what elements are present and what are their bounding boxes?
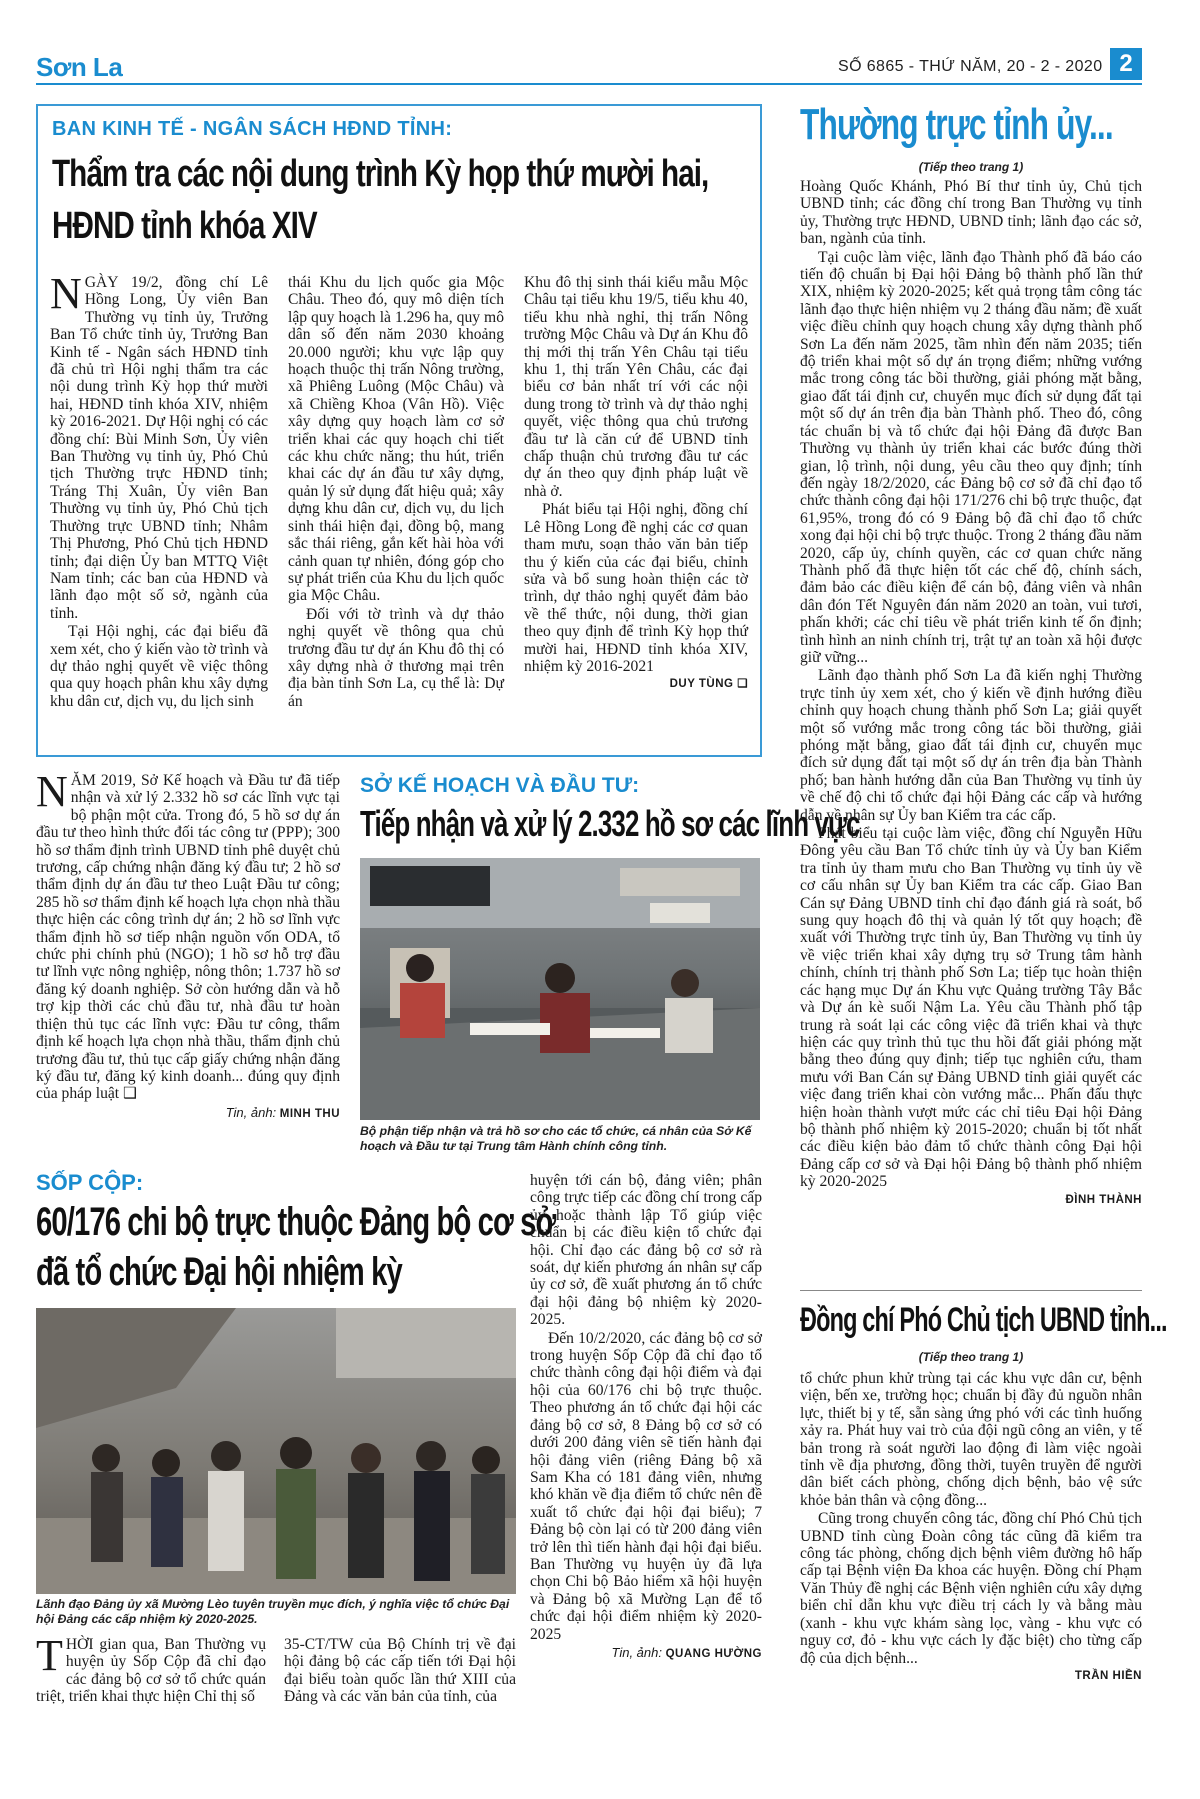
article4-p3: Lãnh đạo thành phố Sơn La đã kiến nghị Thường trực tỉnh ủy xem xét, cho ý kiến về định hướng điều chỉnh quy hoạch chung thành phố Sơn La; giải quyết một số vướng mắc trong công tác bồi thường, giải phóng mặt bằng, giao đất tái định cư, chuyển mục đích sử dụng đất tại một số dự án trên địa bàn Thành phố; ban hành hướng dẫn của Ban Thường vụ tỉnh ủy về chế độ chi tổ chức đại hội Đảng các cấp và hướng dẫn về nhân sự Ủy ban Kiểm tra các cấp. — [800, 667, 1142, 824]
article1-col3-p2: Phát biểu tại Hội nghị, đồng chí Lê Hồng Long đề nghị các cơ quan tham mưu, soạn thảo văn bản tiếp thu ý kiến của các đại biểu, chỉnh sửa và bổ sung hoàn thiện các tờ trình, dự thảo nghị quyết đảm bảo về thể thức, nội dung, thời gian theo quy định để trình Kỳ họp thứ mười hai, HĐND tỉnh khóa XIV, nhiệm kỳ 2016-2021 — [524, 501, 748, 675]
article1-byline: DUY TÙNG — [669, 678, 734, 691]
article2-body — [36, 767, 340, 1123]
article3-byline: QUANG HƯỜNG — [665, 1647, 762, 1660]
page-number: 2 — [1110, 48, 1142, 80]
end-mark: ❑ — [737, 678, 748, 691]
page-header — [0, 0, 1200, 86]
office-photo-caption: Bộ phận tiếp nhận và trả hồ sơ cho các tổ chức, cá nhân của Sở Kế hoạch và Đầu tư tại Trung tâm Hành chính công tỉnh. — [360, 1124, 752, 1153]
issue-date: SỐ 6865 - THỨ NĂM, 20 - 2 - 2020 — [838, 58, 1103, 75]
article3-byline-prefix: Tin, ảnh: — [611, 1644, 666, 1660]
article3-kicker: SỐP CỘP: — [36, 1170, 144, 1195]
article1-col1 — [50, 269, 268, 711]
article4-p1: Hoàng Quốc Khánh, Phó Bí thư tỉnh ủy, Chủ tịch UBND tỉnh; các đồng chí trong Ban Thường vụ tỉnh ủy, Thường trực HĐND, UBND tỉnh; lãnh đạo các sở, ban, ngành của tỉnh. — [800, 178, 1142, 248]
article3-col3-p1: huyện tới cán bộ, đảng viên; phân công trực tiếp các đồng chí trong cấp ủy hoặc thành lập Tổ giúp việc chuẩn bị các điều kiện tổ chức đại hội. Chỉ đạo các đảng bộ cơ sở rà soát, dự kiến phương án nhân sự cấp ủy cơ sở, đề xuất phương án tổ chức đại hội đảng bộ nhiệm kỳ 2020-2025. — [530, 1172, 762, 1329]
header-rule — [36, 83, 1142, 85]
article3-headline-line1: 60/176 chi bộ trực thuộc Đảng bộ cơ sở — [36, 1200, 556, 1244]
article3-col2-text: 35-CT/TW của Bộ Chính trị về đại hội đảng bộ các cấp tiến tới Đại hội đại biểu toàn quốc lần thứ XIII của Đảng và các văn bản của tỉnh, của — [284, 1636, 516, 1706]
article3-col3-p2: Đến 10/2/2020, các đảng bộ cơ sở trong huyện Sốp Cộp đã chỉ đạo tổ chức thành công đại hội điểm và đại hội của 60/176 chi bộ trực thuộc. Theo phương án tổ chức đại hội các đảng bộ cơ sở, 8 Đảng bộ cơ sở có dưới 200 đảng viên sẽ tiến hành đại hội đảng viên (riêng Đảng bộ xã Sam Kha có 181 đảng viên, nhưng khó khăn về địa điểm tổ chức nên đề xuất tổ chức đại hội đại biểu); 7 Đảng bộ còn lại có từ 200 đảng viên trở lên thì tiến hành đại hội đại biểu. Ban Thường vụ huyện ủy đã lựa chọn Chi bộ Bảo hiểm xã hội huyện và Đảng bộ xã Mường Lạn để tổ chức đại hội điểm nhiệm kỳ 2020-2025 — [530, 1329, 762, 1643]
article1-col2-p1: thái Khu du lịch quốc gia Mộc Châu. Theo đó, quy mô diện tích lập quy hoạch là 1.296 ha, quy mô dân số đến năm 2030 khoảng 20.000 người; khu vực lập quy hoạch thuộc thị trấn Nông trường, xã Phiêng Luông (Mộc Châu) và xã Chiềng Khoa (Vân Hồ). Việc xây dựng quy hoạch làm cơ sở triển khai các quy hoạch chi tiết các khu chức năng; thu hút, triển khai các dự án đầu tư xây dựng, quản lý sử dụng đất hiệu quả; xây dựng khu dân cư, dịch vụ, du lịch sinh thái hiện đại, đồng bộ, mang sắc thái riêng, gắn kết hài hòa với cảnh quan tự nhiên, đóng góp cho sự phát triển của Khu du lịch quốc gia Mộc Châu. — [288, 274, 504, 605]
article1-headline-line2: HĐND tỉnh khóa XIV — [52, 205, 317, 247]
article5-body — [800, 1370, 1142, 1685]
article1-dropcap: N — [50, 269, 82, 318]
article4-p4: Phát biểu tại cuộc làm việc, đồng chí Nguyễn Hữu Đông yêu cầu Ban Tổ chức tỉnh ủy và Ủy ban Kiểm tra tỉnh ủy tham mưu cho Ban Thường vụ tỉnh ủy về cơ cấu nhân sự Ủy ban Kiểm tra các cấp. Giao Ban Cán sự Đảng UBND tỉnh chỉ đạo đánh giá rà soát, bổ sung quy hoạch đô thị và quản lý tốt quy hoạch; đề xuất với Thường trực tỉnh ủy, Ban Thường vụ tỉnh ủy về việc triển khai xây dựng trụ sở Trung tâm hành chính, chính trị thành phố Sơn La; tiếp tục hoàn thiện các hạng mục Dự án Khu vực Quảng trường Tây Bắc và Dự án kè suối Nậm La. Yêu cầu Thành phố tập trung rà soát lại các công việc đã triển khai và thực hiện các quy trình thủ tục thu hồi đất giải phóng mặt bằng theo đúng quy định; tiếp tục nghiên cứu, tham mưu với Ban Cán sự Đảng UBND tỉnh giải quyết các việc đang triển khai còn vướng mắc... Phấn đấu thực hiện hoàn thành vượt mức các chỉ tiêu Đại hội Đảng bộ thành phố nhiệm kỳ 2015-2020; chuẩn bị tốt nhất các điều kiện bảo đảm tổ chức thành công Đại hội Đảng cấp cơ sở và Đại hội Đảng bộ thành phố nhiệm kỳ 2020-2025 — [800, 825, 1142, 1191]
article2-headline: Tiếp nhận và xử lý 2.332 hồ sơ các lĩnh vực — [360, 803, 860, 844]
article4-byline: ĐÌNH THÀNH — [1065, 1193, 1142, 1206]
article2-body-text: ĂM 2019, Sở Kế hoạch và Đầu tư đã tiếp nhận và xử lý 2.332 hồ sơ các lĩnh vực tại bộ phận một cửa. Trong đó, 5 hồ sơ dự án đầu tư theo hình thức đối tác công tư (PPP); 300 hồ sơ thẩm định trình UBND tỉnh phê duyệt chủ trương, cấp chứng nhận đăng ký đầu tư; 2 hồ sơ thẩm định dự án đầu tư theo Luật Đầu tư công; 285 hồ sơ thẩm định kế hoạch lựa chọn nhà thầu thực hiện các công trình dự án; 2 hồ sơ lĩnh vực thẩm định hồ sơ tiếp nhận nguồn vốn ODA, tổ chức phi chính phủ (NGO); 1 hồ sơ hỗ trợ đầu tư lĩnh vực nông nghiệp, nông thôn; 1.737 hồ sơ đăng ký doanh nghiệp. Sở còn hướng dẫn và hỗ trợ kịp thời các chủ đầu tư, nhà đầu tư hoàn thiện thủ tục các lĩnh vực: Đầu tư công, thẩm định kế hoạch lựa chọn nhà thầu, thẩm định chủ trương đầu tư, thủ tục cấp giấy chứng nhận đăng ký đầu tư, đăng ký kinh doanh... đúng quy định của pháp luật — [36, 772, 340, 1103]
article-box-budget — [36, 104, 762, 757]
office-photo-illustration — [360, 858, 760, 1120]
office-photo — [360, 858, 760, 1120]
article3-col1 — [36, 1631, 266, 1707]
article5-continued: (Tiếp theo trang 1) — [918, 1350, 1024, 1364]
article1-col1-p1: GÀY 19/2, đồng chí Lê Hồng Long, Ủy viên Ban Thường vụ tỉnh ủy, Trưởng Ban Tổ chức tỉnh ủy, Trưởng Ban Kinh tế - Ngân sách HĐND tỉnh đã chủ trì Hội nghị thẩm tra các nội dung trình Kỳ họp thứ mười hai, HĐND tỉnh khóa XIV, nhiệm kỳ 2016-2021. Dự Hội nghị có các đồng chí: Bùi Minh Sơn, Ủy viên Ban Thường vụ tỉnh ủy, Phó Chủ tịch Thường trực HĐND tỉnh; Tráng Thị Xuân, Ủy viên Ban Thường vụ tỉnh ủy, Phó Chủ tịch Thường trực UBND tỉnh; Nhâm Thị Phương, Phó Chủ tịch HĐND tỉnh; đại diện Ủy ban MTTQ Việt Nam tỉnh; các ban của HĐND và lãnh đạo một số sở, ngành của tỉnh. — [50, 274, 268, 622]
article2-kicker: SỞ KẾ HOẠCH VÀ ĐẦU TƯ: — [360, 774, 640, 797]
article5-headline: Đồng chí Phó Chủ tịch UBND tỉnh... — [800, 1301, 1167, 1339]
article2-byline-prefix: Tin, ảnh: — [225, 1104, 280, 1120]
article3-col1-text: HỜI gian qua, Ban Thường vụ huyện ủy Sốp Cộp đã chỉ đạo các đảng bộ cơ sở tổ chức quán triệt, triển khai thực hiện Chỉ thị số — [36, 1636, 266, 1706]
end-mark: ❑ — [123, 1085, 138, 1103]
article3-col3 — [530, 1172, 762, 1663]
article3-col2 — [284, 1636, 516, 1707]
meeting-photo-illustration — [36, 1308, 516, 1594]
article1-col3-p1: Khu đô thị sinh thái kiểu mẫu Mộc Châu tại tiểu khu 19/5, tiểu khu 40, tiểu khu nhà nghỉ, thị trấn Nông trường Mộc Châu và Dự án Khu đô thị mới thị trấn Yên Châu tại tiểu khu 1, thị trấn Yên Châu, các đại biểu cơ bản nhất trí với các nội dung trong tờ trình và dự thảo nghị quyết, việc thông qua chủ trương đầu tư là căn cứ để UBND tỉnh chấp thuận chủ trương đầu tư các dự án theo quy định pháp luật về nhà ở. — [524, 274, 748, 500]
article4-p2: Tại cuộc làm việc, lãnh đạo Thành phố đã báo cáo tiến độ chuẩn bị Đại hội Đảng bộ thành phố lần thứ XIX, nhiệm kỳ 2020-2025; kết quả trọng tâm công tác lãnh đạo thực hiện nhiệm vụ 2 tháng đầu năm; đề xuất việc điều chỉnh quy hoạch chung xây dựng thành phố Sơn La đến năm 2025, tầm nhìn đến năm 2035; tiến độ triển khai một số dự án trọng điểm; những vướng mắc trong công tác bồi thường, giải phóng mặt bằng, giao đất tái định cư, chuyển mục đích sử dụng đất tại một số dự án trên địa bàn Thành phố. Theo đó, công tác chuẩn bị và tổ chức đại hội Đảng đã được Ban Thường vụ thành ủy triển khai các bước đúng thời gian, lộ trình, nội dung, yêu cầu theo quy định; tính đến ngày 18/2/2020, các Đảng bộ cơ sở đã chỉ đạo tổ chức thành công đại hội 171/276 chi bộ trực thuộc, đạt 61,95%, trong đó có 9 Đảng bộ đã chỉ đạo tổ chức xong đại hội chi bộ trực thuộc. Trong 2 tháng đầu năm 2020, cấp ủy, chính quyền, các cơ quan chức năng Thành phố đã thực hiện tốt các chế độ, chính sách, đảm bảo các điều kiện để cán bộ, đảng viên và nhân dân đón Tết Nguyên đán năm 2020 an toàn, vui tươi, phấn khởi; các chỉ tiêu về phát triển kinh tế ổn định; tình hình an ninh chính trị, trật tự an toàn xã hội được giữ vững... — [800, 248, 1142, 666]
article4-continued: (Tiếp theo trang 1) — [918, 160, 1024, 174]
article5-byline: TRẦN HIỀN — [1074, 1669, 1142, 1682]
article3-dropcap: T — [36, 1631, 63, 1680]
article1-headline-line1: Thẩm tra các nội dung trình Kỳ họp thứ mười hai, — [52, 153, 709, 195]
article1-col2 — [288, 274, 504, 711]
article1-col2-p2: Đối với tờ trình và dự thảo nghị quyết về thông qua chủ trương đầu tư dự án Khu đô thị có xây dựng nhà ở thương mại trên địa bàn tỉnh Sơn La, cụ thể là: Dự án — [288, 605, 504, 710]
article2-dropcap: N — [36, 767, 68, 816]
article4-headline: Thường trực tỉnh ủy... — [800, 100, 1113, 149]
article1-col3 — [524, 274, 748, 694]
article1-kicker: BAN KINH TẾ - NGÂN SÁCH HĐND TỈNH: — [52, 118, 453, 140]
article5-rule — [800, 1290, 1142, 1291]
article2-byline: MINH THU — [279, 1107, 340, 1120]
article3-headline-line2: đã tổ chức Đại hội nhiệm kỳ — [36, 1250, 402, 1294]
meeting-photo — [36, 1308, 516, 1594]
meeting-photo-caption: Lãnh đạo Đảng ủy xã Mường Lèo tuyên truyền mục đích, ý nghĩa việc tổ chức Đại hội Đảng các cấp nhiệm kỳ 2020-2025. — [36, 1597, 510, 1626]
article5-p2: Cũng trong chuyến công tác, đồng chí Phó Chủ tịch UBND tỉnh cùng Đoàn công tác cũng đã kiểm tra công tác phòng, chống dịch bệnh viêm đường hô hấp cấp tại Bệnh viện Đa khoa các huyện. Đồng chí Phạm Văn Thủy đề nghị các Bệnh viện nghiên cứu xây dựng biển chỉ dẫn khu vực điều trị cách ly và bằng màu (xanh - khu vực khám sàng lọc, vàng - khu vực có nguy cơ, đỏ - khu vực cách ly đặc biệt) cho từng cấp độ của dịch bệnh... — [800, 1510, 1142, 1667]
article1-col1-p2: Tại Hội nghị, các đại biểu đã xem xét, cho ý kiến vào tờ trình và dự thảo nghị quyết về việc thông qua quy hoạch phân khu xây dựng khu dân cư, dịch vụ, du lịch sinh — [50, 623, 268, 710]
article5-p1: tổ chức phun khử trùng tại các khu vực dân cư, bệnh viện, bến xe, trường học; chuẩn bị đầy đủ nguồn nhân lực, thiết bị y tế, sẵn sàng ứng phó với các tình huống xảy ra. Phát huy vai trò của đội ngũ công an viên, y tế bản trong rà soát người lao động đi làm việc ngoài tỉnh về địa phương, đồng thời, tuyên truyền để người dân biết cách phòng, chống dịch bệnh, bảo vệ sức khỏe bản thân và cộng đồng... — [800, 1370, 1142, 1509]
article4-body — [800, 178, 1142, 1209]
section-name: Sơn La — [36, 52, 123, 82]
